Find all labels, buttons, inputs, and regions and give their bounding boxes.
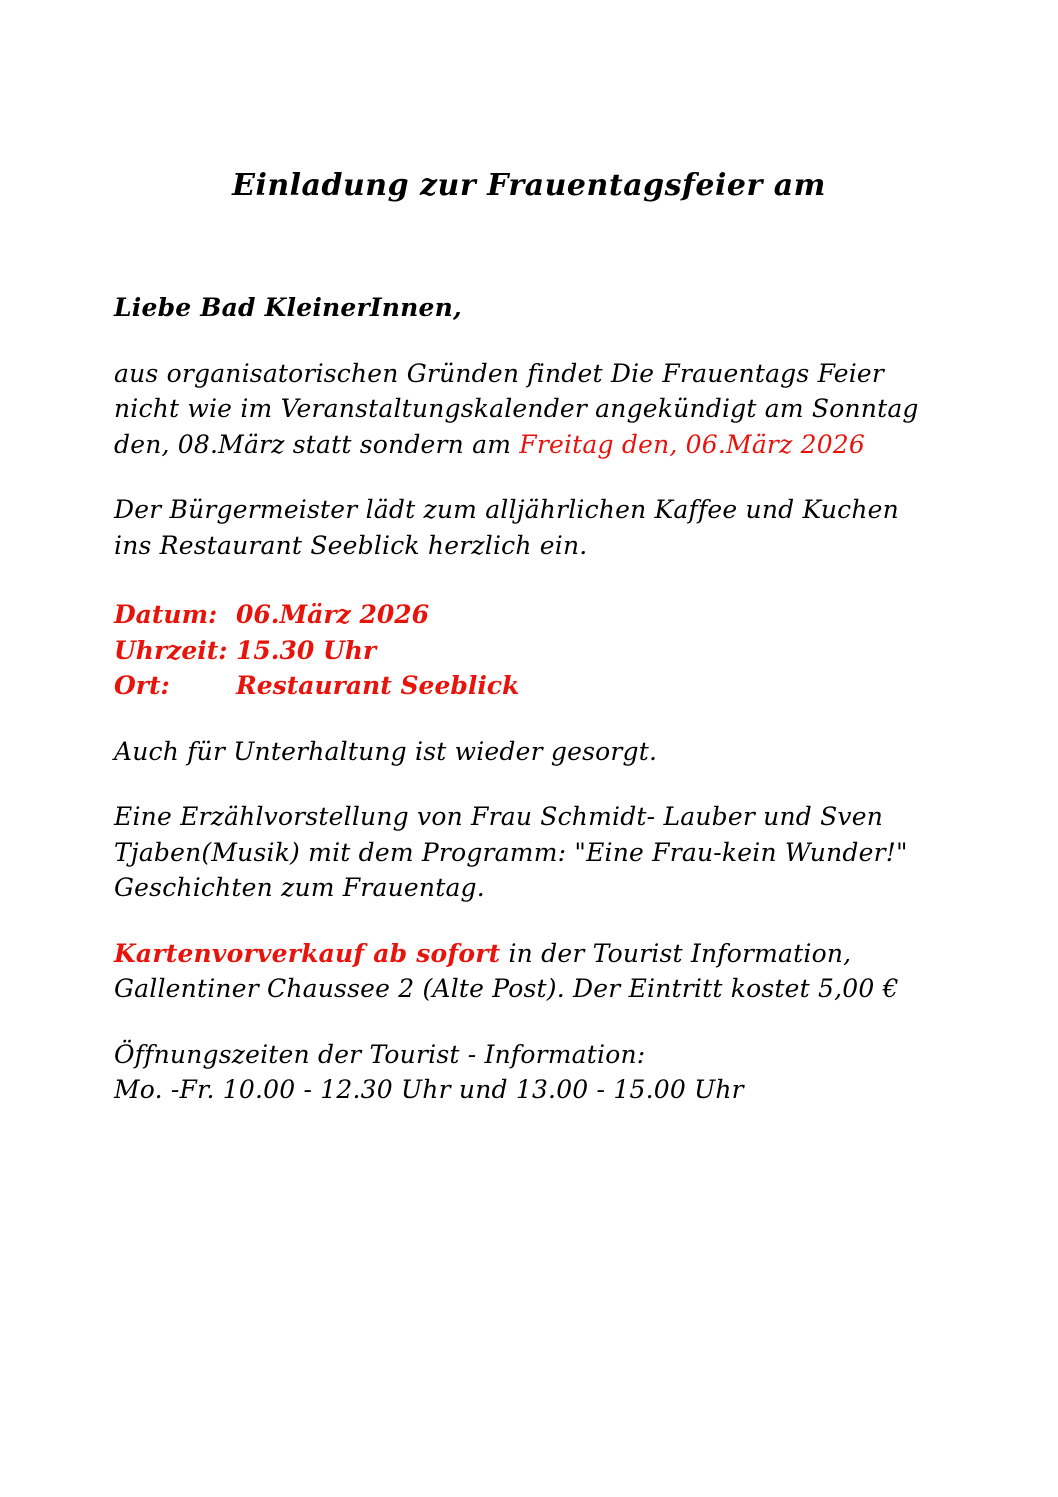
opening-hours-line: Mo. -Fr. 10.00 - 12.30 Uhr und 13.00 - 15.00 Uhr (114, 1075, 744, 1104)
paragraph-invite: Der Bürgermeister lädt zum alljährlichen Kaffee und Kuchen ins Restaurant Seeblick herzlich ein. (114, 495, 899, 560)
event-details-time-label: Uhrzeit: (114, 635, 228, 665)
event-details-place-value: Restaurant Seeblick (236, 671, 520, 700)
greeting-line: Liebe Bad KleinerInnen, (114, 293, 462, 322)
event-details-time-value: 15.30 Uhr (236, 635, 377, 665)
paragraph-tickets-rest: in der Tourist Information, Gallentiner Chaussee 2 (Alte Post). Der Eintritt kostet 5,00 € (114, 938, 899, 1003)
page-title: Einladung zur Frauentagsfeier am (232, 168, 826, 203)
event-details-place-row (114, 668, 944, 704)
opening-hours-heading: Öffnungszeiten der Tourist - Information: (114, 1039, 646, 1069)
paragraph-reason (114, 356, 944, 463)
paragraph-program: Eine Erzählvorstellung von Frau Schmidt- Lauber und Sven Tjaben(Musik) mit dem Programm: "Eine Frau-kein Wunder!" Geschichten zum Frauentag. (114, 802, 908, 902)
event-details (114, 597, 944, 704)
paragraph-tickets (114, 936, 944, 1007)
event-details-time-row (114, 633, 944, 669)
event-details-place-label: Ort: (114, 671, 170, 700)
event-details-date-value: 06.März 2026 (236, 600, 430, 629)
paragraph-entertainment: Auch für Unterhaltung ist wieder gesorgt. (114, 736, 658, 766)
event-details-date-label: Datum: (114, 600, 218, 629)
event-details-date-row (114, 597, 944, 633)
paragraph-tickets-highlight: Kartenvorverkauf ab sofort (114, 938, 501, 968)
document-body (114, 290, 944, 1108)
paragraph-reason-text: aus organisatorischen Gründen findet Die Frauentags Feier nicht wie im Veranstaltungskalender angekündigt am Sonntag den, 08.März statt sondern am (114, 358, 919, 459)
paragraph-reason-highlight: Freitag den, 06.März 2026 (519, 429, 866, 459)
